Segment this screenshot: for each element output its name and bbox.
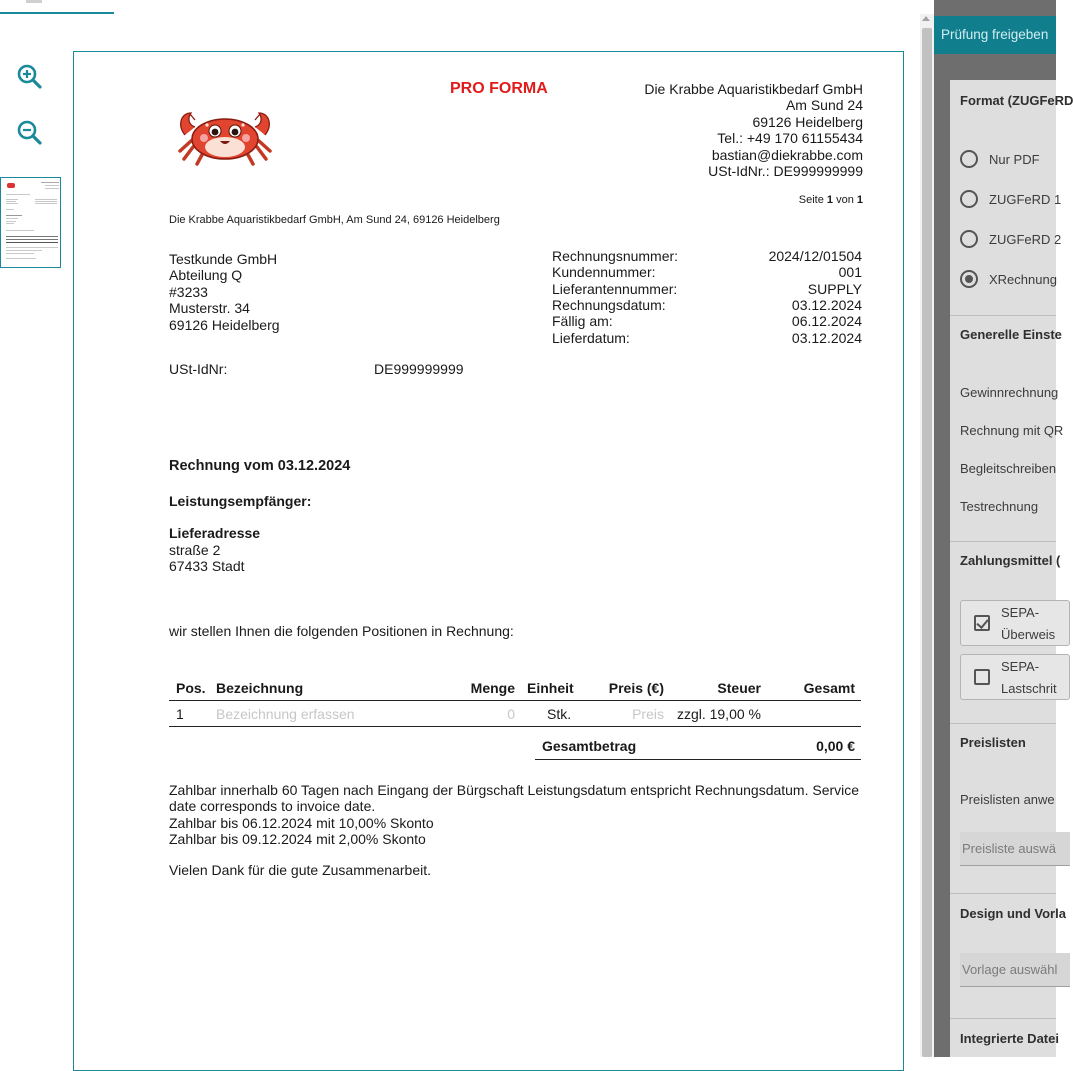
scrollbar-thumb[interactable] xyxy=(922,28,932,1057)
payment-section-title: Zahlungsmittel ( xyxy=(960,553,1061,568)
col-header-quantity: Menge xyxy=(470,680,515,696)
pricelist-select-placeholder: Preisliste auswä xyxy=(962,841,1056,856)
crab-logo[interactable] xyxy=(177,107,273,167)
section-divider xyxy=(950,315,1056,316)
due-date: 06.12.2024 xyxy=(791,313,862,329)
vat-id-label: USt-IdNr: xyxy=(169,361,228,377)
zoom-out-button[interactable] xyxy=(15,118,43,146)
tab-indicator-stub xyxy=(26,0,42,3)
checkbox-checked-icon[interactable] xyxy=(974,615,990,631)
approve-button[interactable]: Prüfung freigeben xyxy=(934,16,1056,54)
recipient-label: Leistungsempfänger: xyxy=(169,493,312,509)
closing-text[interactable]: Vielen Dank für die gute Zusammenarbeit. xyxy=(169,862,431,878)
pricelist-section-title: Preislisten xyxy=(960,735,1026,750)
row-unit[interactable]: Stk. xyxy=(547,706,572,722)
invoice-number: 2024/12/01504 xyxy=(768,248,862,264)
zoom-out-icon xyxy=(15,118,43,146)
vat-id-value: DE999999999 xyxy=(374,361,464,377)
checkbox-unchecked-icon[interactable] xyxy=(974,669,990,685)
grand-total-rule xyxy=(535,759,861,760)
format-radio-zugferd1[interactable] xyxy=(960,190,978,208)
scroll-up-arrow-icon[interactable] xyxy=(922,16,930,21)
col-header-total: Gesamt xyxy=(803,680,855,696)
col-header-tax: Steuer xyxy=(717,680,761,696)
payment-option-label: SEPA- xyxy=(1001,659,1040,674)
row-quantity-input[interactable]: 0 xyxy=(507,706,515,722)
meta-label: Kundennummer: xyxy=(552,264,656,280)
active-tab-underline xyxy=(0,12,114,14)
section-divider xyxy=(950,541,1056,542)
col-header-pos: Pos. xyxy=(176,680,206,696)
recipient-line: 69126 Heidelberg xyxy=(169,317,280,333)
meta-label: Rechnungsdatum: xyxy=(552,297,666,313)
table-row-rule xyxy=(169,726,861,727)
template-select[interactable] xyxy=(960,953,1070,987)
grand-total-value: 0,00 € xyxy=(816,738,855,754)
zoom-in-icon xyxy=(15,62,43,90)
intro-text[interactable]: wir stellen Ihnen die folgenden Positionen in Rechnung: xyxy=(169,623,514,639)
delivery-title: Lieferadresse xyxy=(169,525,261,541)
design-section-title: Design und Vorla xyxy=(960,906,1066,921)
recipient-line: Musterstr. 34 xyxy=(169,300,250,316)
row-price-input[interactable]: Preis xyxy=(632,706,664,722)
col-header-description: Bezeichnung xyxy=(216,680,304,696)
invoice-title[interactable]: Rechnung vom 03.12.2024 xyxy=(169,458,351,474)
supplier-number: SUPPLY xyxy=(807,281,862,297)
format-option-label[interactable]: ZUGFeRD 2 xyxy=(989,232,1062,247)
pricelist-label[interactable]: Preislisten anwe xyxy=(960,792,1055,807)
template-select-placeholder: Vorlage auswähl xyxy=(962,962,1058,977)
general-section-title: Generelle Einste xyxy=(960,327,1062,342)
payment-option-sepa-debit[interactable] xyxy=(960,654,1070,700)
section-divider xyxy=(950,1018,1056,1019)
sender-vat: USt-IdNr.: DE999999999 xyxy=(708,163,863,179)
customer-number: 001 xyxy=(838,264,862,280)
files-section-title: Integrierte Datei xyxy=(960,1031,1059,1046)
delivery-date: 03.12.2024 xyxy=(791,330,862,346)
discount-line[interactable]: Zahlbar bis 06.12.2024 mit 10,00% Skonto xyxy=(169,815,434,831)
terms-line[interactable]: Zahlbar innerhalb 60 Tagen nach Eingang der Bürgschaft Leistungsdatum entspricht Rechnungsdatum. Service xyxy=(169,782,860,798)
section-divider xyxy=(950,893,1056,894)
format-option-label[interactable]: XRechnung xyxy=(989,272,1057,287)
thumbnail-logo xyxy=(7,183,15,188)
page-thumbnail[interactable] xyxy=(0,177,61,268)
payment-option-sepa-transfer[interactable] xyxy=(960,600,1070,646)
delivery-street: straße 2 xyxy=(169,542,221,558)
invoice-date: 03.12.2024 xyxy=(791,297,862,313)
discount-line[interactable]: Zahlbar bis 09.12.2024 mit 2,00% Skonto xyxy=(169,831,426,847)
sender-street: Am Sund 24 xyxy=(785,97,863,113)
page-indicator: Seite 1 von 1 xyxy=(798,194,863,206)
row-description-input[interactable]: Bezeichnung erfassen xyxy=(216,706,355,722)
section-divider xyxy=(950,723,1056,724)
sender-address-line: Die Krabbe Aquaristikbedarf GmbH, Am Sund 24, 69126 Heidelberg xyxy=(169,214,500,226)
invoice-page xyxy=(73,51,904,1071)
recipient-line: #3233 xyxy=(169,284,208,300)
sender-city: 69126 Heidelberg xyxy=(752,114,863,130)
general-setting-label[interactable]: Testrechnung xyxy=(960,499,1039,514)
payment-option-label: Überweis xyxy=(1001,627,1056,642)
meta-label: Fällig am: xyxy=(552,313,613,329)
format-option-label[interactable]: Nur PDF xyxy=(989,152,1040,167)
sender-email: bastian@diekrabbe.com xyxy=(711,147,863,163)
sender-name: Die Krabbe Aquaristikbedarf GmbH xyxy=(644,81,863,97)
meta-label: Rechnungsnummer: xyxy=(552,248,679,264)
format-radio-pdf[interactable] xyxy=(960,150,978,168)
payment-option-label: Lastschrit xyxy=(1001,681,1057,696)
pricelist-select[interactable] xyxy=(960,832,1070,866)
row-tax[interactable]: zzgl. 19,00 % xyxy=(676,706,761,722)
payment-option-label: SEPA- xyxy=(1001,605,1040,620)
general-setting-label[interactable]: Gewinnrechnung xyxy=(960,385,1059,400)
general-setting-label[interactable]: Begleitschreiben xyxy=(960,461,1057,476)
general-setting-label[interactable]: Rechnung mit QR xyxy=(960,423,1064,438)
table-header-rule xyxy=(169,700,861,701)
recipient-line: Abteilung Q xyxy=(169,267,243,283)
settings-panel xyxy=(950,80,1073,1057)
format-section-title: Format (ZUGFeRD xyxy=(960,93,1073,108)
grand-total-label: Gesamtbetrag xyxy=(542,738,637,754)
meta-label: Lieferantennummer: xyxy=(552,281,678,297)
format-radio-xrechnung[interactable] xyxy=(960,270,978,288)
terms-line[interactable]: date corresponds to invoice date. xyxy=(169,798,376,814)
row-pos: 1 xyxy=(176,706,184,722)
col-header-price: Preis (€) xyxy=(608,680,664,696)
format-radio-zugferd2[interactable] xyxy=(960,230,978,248)
recipient-line: Testkunde GmbH xyxy=(169,251,278,267)
sender-phone: Tel.: +49 170 61155434 xyxy=(717,130,863,146)
format-option-label[interactable]: ZUGFeRD 1 xyxy=(989,192,1062,207)
zoom-in-button[interactable] xyxy=(15,62,43,90)
delivery-city: 67433 Stadt xyxy=(169,558,245,574)
pro-forma-label: PRO FORMA xyxy=(450,80,548,97)
col-header-unit: Einheit xyxy=(527,680,574,696)
meta-label: Lieferdatum: xyxy=(552,330,630,346)
